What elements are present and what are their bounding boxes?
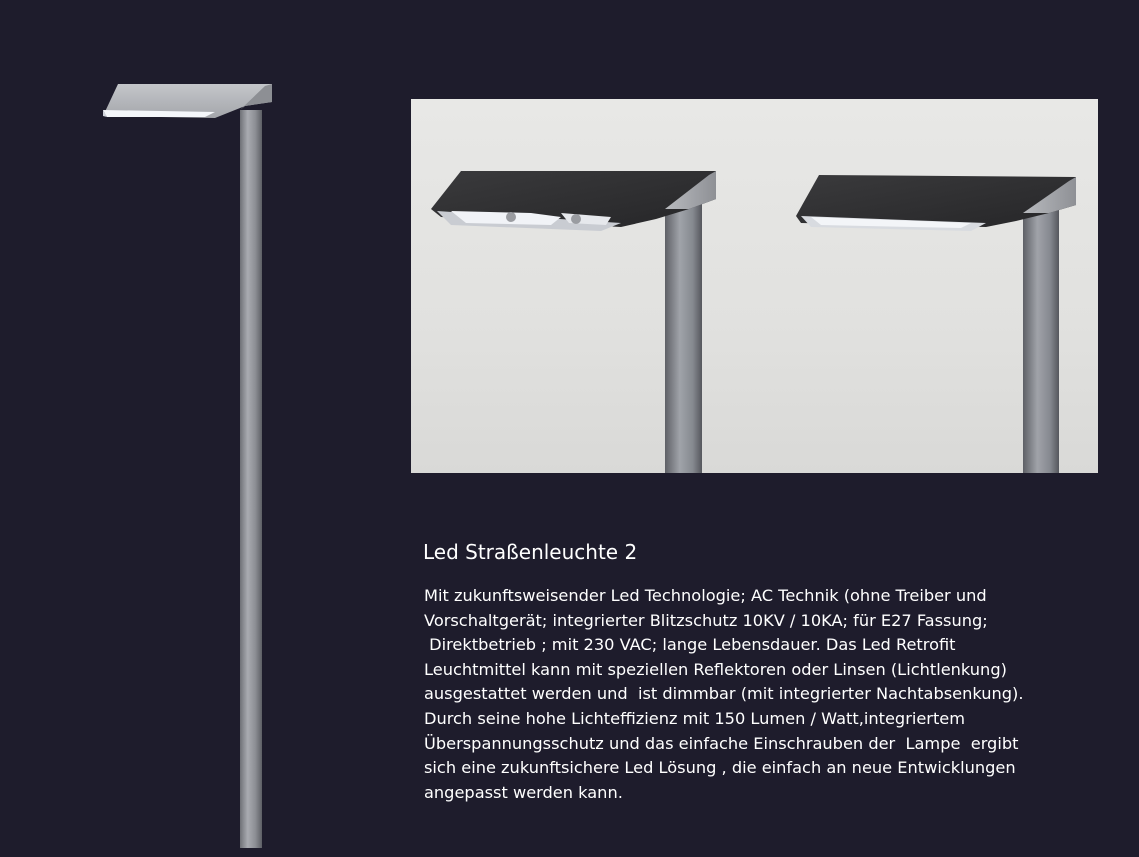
product-photo: [411, 99, 1098, 473]
product-title: Led Straßenleuchte 2: [423, 540, 638, 564]
description-line: Überspannungsschutz und das einfache Einschrauben der Lampe ergibt: [424, 733, 1019, 753]
lamp-with-led-panel: [796, 175, 1076, 473]
description-line: sich eine zukunftsichere Led Lösung , die einfach an neue Entwicklungen: [424, 758, 1016, 778]
description-line: Durch seine hohe Lichteffizienz mit 150 Lumen / Watt,integriertem: [424, 708, 966, 728]
lamp-pole: [240, 110, 262, 848]
description-line: Vorschaltgerät; integrierter Blitzschutz 10KV / 10KA; für E27 Fassung;: [424, 610, 988, 630]
description-line: Direktbetrieb ; mit 230 VAC; lange Lebensdauer. Das Led Retrofit: [424, 635, 956, 655]
product-photo-drawing: [411, 99, 1098, 473]
description-line: ausgestattet werden und ist dimmbar (mit integrierter Nachtabsenkung).: [424, 684, 1024, 704]
lamp-with-reflector: [431, 171, 716, 473]
street-lamp-illustration: [95, 80, 275, 853]
street-lamp-drawing: [95, 80, 275, 853]
description-line: Leuchtmittel kann mit speziellen Reflektoren oder Linsen (Lichtlenkung): [424, 659, 1007, 679]
description-line: angepasst werden kann.: [424, 782, 623, 802]
product-description: [424, 584, 1104, 805]
description-line: Mit zukunftsweisender Led Technologie; AC Technik (ohne Treiber und: [424, 586, 987, 605]
